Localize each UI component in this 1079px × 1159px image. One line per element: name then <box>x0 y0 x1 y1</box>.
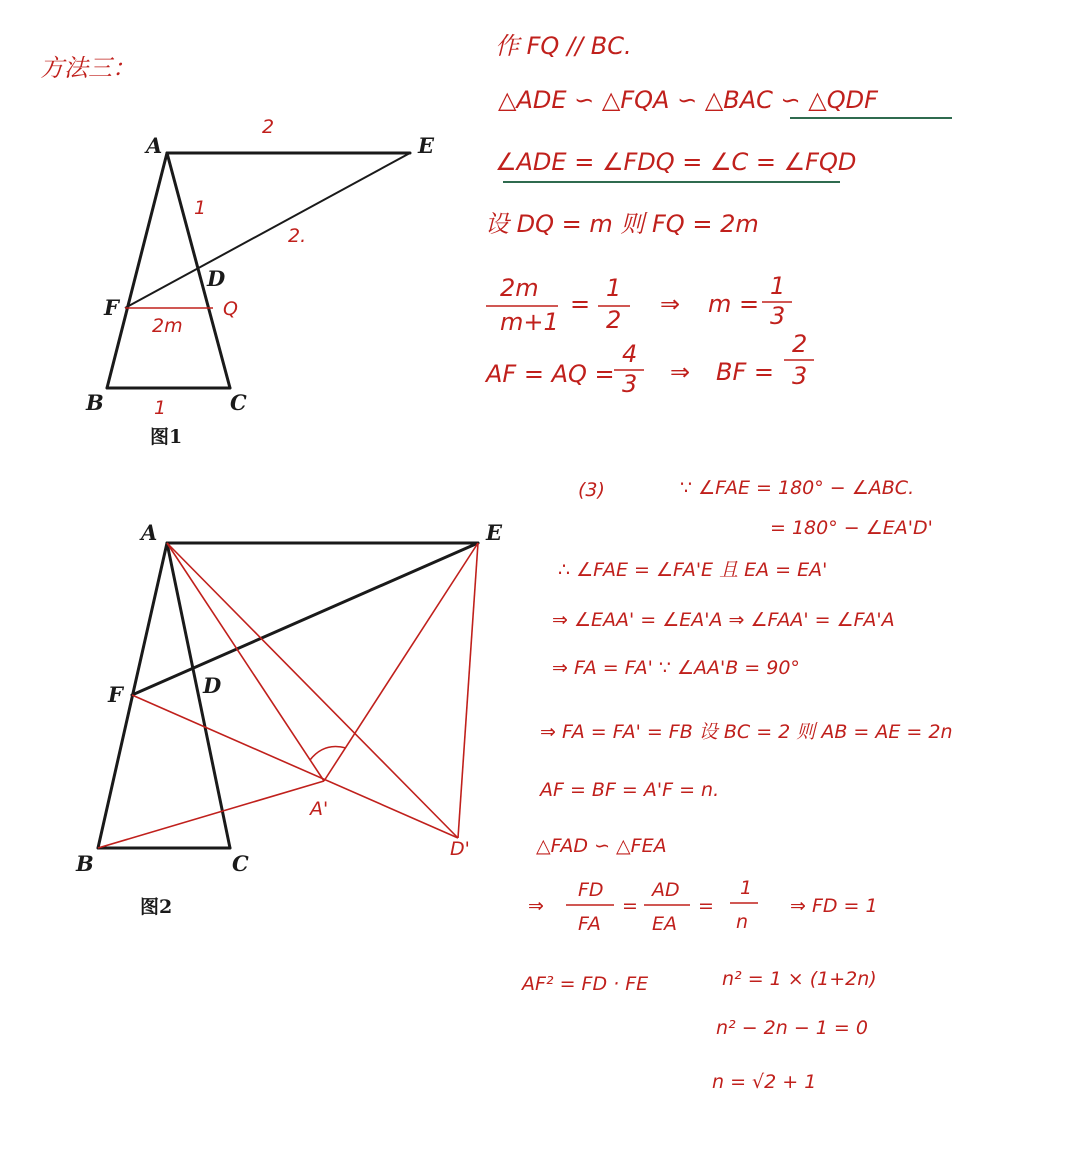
label-b: B <box>76 851 94 876</box>
equation-solution-n: n = √2 + 1 <box>712 1071 817 1093</box>
label-f: F <box>108 682 123 707</box>
implies-arrow: ⇒ <box>660 290 681 318</box>
equation-m <box>486 272 792 336</box>
label-a-prime: A' <box>310 798 329 820</box>
segment-f-dprime <box>132 695 458 838</box>
fraction-numerator: 1 <box>606 274 622 302</box>
solution-line: ∴ ∠FAE = ∠FA'E 且 EA = EA' <box>558 559 828 581</box>
label-a: A <box>146 133 163 158</box>
label-a: A <box>141 520 158 545</box>
solution-method-3 <box>484 32 952 398</box>
annotation-de-length: 2. <box>288 225 307 247</box>
label-b: B <box>86 390 104 415</box>
angle-arc-aprime <box>310 747 346 761</box>
segment-e-dprime <box>458 543 478 838</box>
equation-fd <box>528 877 878 935</box>
fraction-denominator: 2 <box>606 306 622 334</box>
fraction-denominator: 3 <box>792 362 808 390</box>
implies-arrow: ⇒ <box>528 895 544 917</box>
label-e: E <box>418 133 435 158</box>
result-lhs: m = <box>708 290 760 318</box>
fraction-denominator: EA <box>652 913 678 935</box>
label-d: D <box>207 266 226 291</box>
figure-1-caption: 图1 <box>150 426 183 448</box>
result-fd: ⇒ FD = 1 <box>790 895 878 917</box>
equation-quadratic: n² − 2n − 1 = 0 <box>716 1017 868 1039</box>
segment-aprime-e <box>324 543 478 781</box>
solution-line: ∵ ∠FAE = 180° − ∠ABC. <box>680 477 915 499</box>
equals-sign: = <box>622 895 638 917</box>
equals-sign: = <box>570 290 591 318</box>
method-title: 方法三： <box>40 54 136 82</box>
solution-line: ∠ADE = ∠FDQ = ∠C = ∠FQD <box>495 148 857 176</box>
fraction-numerator: 2 <box>792 330 808 358</box>
solution-line: AF = BF = A'F = n. <box>540 779 720 801</box>
equation-lhs: AF = AQ = <box>486 360 615 388</box>
label-f: F <box>104 295 119 320</box>
annotation-fq-length: 2m <box>152 315 183 337</box>
fraction-denominator: 3 <box>770 302 786 330</box>
label-d: D <box>203 673 222 698</box>
fraction-numerator: 4 <box>622 340 638 368</box>
annotation-ae-length: 2 <box>262 116 275 138</box>
fraction-numerator: 2m <box>500 274 539 302</box>
solution-part-3 <box>520 477 952 1093</box>
solution-line: ⇒ ∠EAA' = ∠EA'A ⇒ ∠FAA' = ∠FA'A <box>552 609 895 631</box>
figure-2 <box>75 520 503 918</box>
label-e: E <box>486 520 503 545</box>
result-lhs: BF = <box>716 358 775 386</box>
solution-line: 设 DQ = m 则 FQ = 2m <box>485 210 759 238</box>
implies-arrow: ⇒ <box>670 358 691 386</box>
fraction-numerator: 1 <box>770 272 786 300</box>
annotation-ad-length: 1 <box>194 197 207 219</box>
fraction-denominator: FA <box>578 913 601 935</box>
fraction-numerator: 1 <box>740 877 753 899</box>
figure-1 <box>85 116 435 448</box>
annotation-bc-length: 1 <box>154 397 167 419</box>
fraction-denominator: m+1 <box>500 308 559 336</box>
fraction-numerator: AD <box>652 879 680 901</box>
fraction-denominator: n <box>736 911 749 933</box>
equation-af-squared: AF² = FD · FE <box>522 973 649 995</box>
equation-bf <box>484 330 814 398</box>
part-number: (3) <box>578 479 605 501</box>
figure-2-caption: 图2 <box>140 896 173 918</box>
solution-line: ⇒ FA = FA' ∵ ∠AA'B = 90° <box>552 657 800 679</box>
segment-fe <box>125 153 410 308</box>
solution-line: = 180° − ∠EA'D' <box>770 517 933 539</box>
solution-line: ⇒ FA = FA' = FB 设 BC = 2 则 AB = AE = 2n <box>540 721 953 743</box>
fraction-numerator: FD <box>578 879 604 901</box>
label-d-prime: D' <box>450 838 470 860</box>
equation-n-squared: n² = 1 × (1+2n) <box>722 968 877 990</box>
solution-line: △ADE ∽ △FQA ∽ △BAC ∽ △QDF <box>498 86 878 114</box>
equals-sign: = <box>698 895 714 917</box>
segment-ab <box>107 153 167 388</box>
solution-line: 作 FQ // BC. <box>495 32 632 60</box>
label-q: Q <box>223 298 238 320</box>
label-c: C <box>232 851 249 876</box>
segment-b-aprime <box>98 781 324 848</box>
solution-line: △FAD ∽ △FEA <box>536 835 667 857</box>
fraction-denominator: 3 <box>622 370 638 398</box>
label-c: C <box>230 390 247 415</box>
